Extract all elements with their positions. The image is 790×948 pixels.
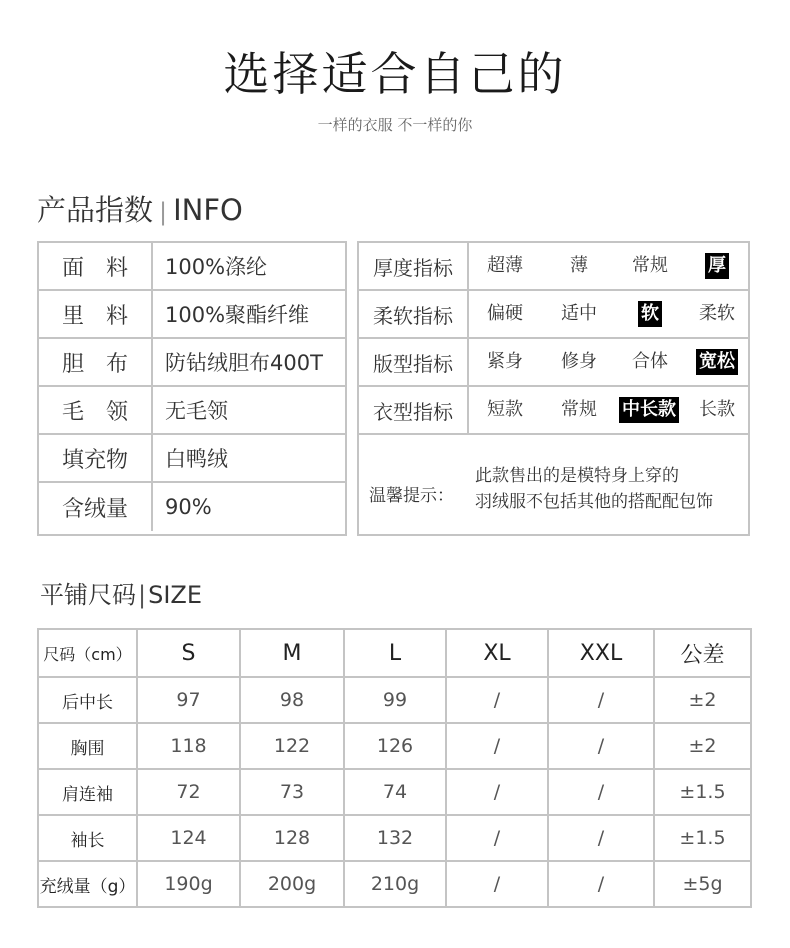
size-col-header: M bbox=[240, 629, 344, 677]
size-col-header: 尺码（cm） bbox=[38, 629, 137, 677]
size-heading-cn: 平铺尺码 bbox=[40, 581, 136, 609]
index-option: 短款 bbox=[487, 399, 523, 420]
info-label: 胆 布 bbox=[39, 339, 153, 385]
index-option: 偏硬 bbox=[487, 303, 523, 324]
table-row bbox=[38, 861, 751, 907]
size-cell: / bbox=[548, 861, 654, 907]
size-col-header: XL bbox=[446, 629, 548, 677]
index-option: 长款 bbox=[699, 399, 735, 420]
tip-line: 羽绒服不包括其他的搭配配包饰 bbox=[475, 492, 713, 512]
info-heading-en: INFO bbox=[173, 193, 243, 227]
size-cell: ±1.5 bbox=[654, 815, 751, 861]
index-option: 合体 bbox=[632, 351, 668, 372]
index-label: 版型指标 bbox=[359, 339, 469, 385]
size-cell: 200g bbox=[240, 861, 344, 907]
index-option: 宽松 bbox=[683, 339, 751, 385]
size-cell: 128 bbox=[240, 815, 344, 861]
size-row-label: 袖长 bbox=[38, 815, 137, 861]
index-row-thickness bbox=[359, 243, 748, 291]
size-col-header: 公差 bbox=[654, 629, 751, 677]
product-index-table bbox=[357, 241, 750, 536]
table-row bbox=[38, 723, 751, 769]
size-cell: 210g bbox=[344, 861, 446, 907]
index-option: 薄 bbox=[570, 255, 588, 276]
size-cell: 98 bbox=[240, 677, 344, 723]
size-cell: / bbox=[548, 723, 654, 769]
info-label: 含绒量 bbox=[39, 483, 153, 531]
index-option: 适中 bbox=[561, 303, 597, 324]
size-col-header: S bbox=[137, 629, 240, 677]
size-cell: 190g bbox=[137, 861, 240, 907]
table-row bbox=[38, 769, 751, 815]
info-label: 里 料 bbox=[39, 291, 153, 337]
page-title: 选择适合自己的 bbox=[223, 47, 567, 101]
size-cell: ±1.5 bbox=[654, 769, 751, 815]
size-cell: / bbox=[446, 723, 548, 769]
info-row-down-content bbox=[39, 483, 345, 531]
index-option: 超薄 bbox=[487, 255, 523, 276]
info-heading bbox=[37, 190, 243, 232]
info-row-inner-cloth bbox=[39, 339, 345, 387]
index-label: 衣型指标 bbox=[359, 387, 469, 433]
size-cell: 124 bbox=[137, 815, 240, 861]
index-row-length bbox=[359, 387, 748, 435]
size-heading-en: SIZE bbox=[148, 581, 203, 609]
size-cell: ±5g bbox=[654, 861, 751, 907]
info-label: 毛 领 bbox=[39, 387, 153, 433]
size-row-label: 后中长 bbox=[38, 677, 137, 723]
size-cell: ±2 bbox=[654, 677, 751, 723]
info-row-lining bbox=[39, 291, 345, 339]
size-col-header: L bbox=[344, 629, 446, 677]
size-cell: / bbox=[446, 815, 548, 861]
info-heading-separator: | bbox=[159, 198, 168, 226]
size-table bbox=[37, 628, 752, 908]
index-option: 紧身 bbox=[487, 351, 523, 372]
info-value: 防钻绒胆布400T bbox=[165, 351, 323, 375]
size-cell: 97 bbox=[137, 677, 240, 723]
index-label: 厚度指标 bbox=[359, 243, 469, 289]
size-cell: 72 bbox=[137, 769, 240, 815]
size-cell: 122 bbox=[240, 723, 344, 769]
size-cell: / bbox=[548, 677, 654, 723]
product-info-table bbox=[37, 241, 347, 536]
table-row bbox=[38, 677, 751, 723]
size-header-row bbox=[38, 629, 751, 677]
info-heading-cn: 产品指数 bbox=[37, 193, 154, 227]
index-option: 修身 bbox=[561, 351, 597, 372]
size-row-label: 肩连袖 bbox=[38, 769, 137, 815]
size-cell: / bbox=[548, 769, 654, 815]
size-cell: ±2 bbox=[654, 723, 751, 769]
size-cell: 126 bbox=[344, 723, 446, 769]
info-value: 无毛领 bbox=[165, 399, 228, 423]
page-subtitle: 一样的衣服 不一样的你 bbox=[317, 116, 473, 134]
size-cell: 118 bbox=[137, 723, 240, 769]
info-row-filling bbox=[39, 435, 345, 483]
size-row-label: 充绒量（g） bbox=[38, 861, 137, 907]
size-row-label: 胸围 bbox=[38, 723, 137, 769]
index-option: 常规 bbox=[632, 255, 668, 276]
index-row-fit bbox=[359, 339, 748, 387]
tip-text bbox=[475, 463, 713, 515]
info-value: 90% bbox=[165, 495, 212, 519]
size-heading-separator: | bbox=[138, 581, 147, 609]
size-cell: 74 bbox=[344, 769, 446, 815]
size-cell: 73 bbox=[240, 769, 344, 815]
size-cell: / bbox=[446, 769, 548, 815]
info-row-collar bbox=[39, 387, 345, 435]
info-value: 白鸭绒 bbox=[165, 447, 228, 471]
index-label: 柔软指标 bbox=[359, 291, 469, 337]
size-cell: 132 bbox=[344, 815, 446, 861]
size-cell: / bbox=[548, 815, 654, 861]
index-option: 厚 bbox=[683, 243, 751, 289]
index-option: 柔软 bbox=[699, 303, 735, 324]
info-row-fabric bbox=[39, 243, 345, 291]
size-cell: / bbox=[446, 677, 548, 723]
index-option: 软 bbox=[617, 291, 683, 337]
size-cell: 99 bbox=[344, 677, 446, 723]
size-heading bbox=[40, 578, 202, 612]
index-option: 常规 bbox=[561, 399, 597, 420]
info-label: 填充物 bbox=[39, 435, 153, 481]
tip-line: 此款售出的是模特身上穿的 bbox=[475, 466, 679, 486]
size-col-header: XXL bbox=[548, 629, 654, 677]
index-row-softness bbox=[359, 291, 748, 339]
table-row bbox=[38, 815, 751, 861]
size-cell: / bbox=[446, 861, 548, 907]
info-value: 100%涤纶 bbox=[165, 255, 268, 279]
info-label: 面 料 bbox=[39, 243, 153, 289]
index-option: 中长款 bbox=[609, 387, 689, 433]
info-value: 100%聚酯纤维 bbox=[165, 303, 310, 327]
tip-label: 温馨提示： bbox=[369, 486, 454, 506]
